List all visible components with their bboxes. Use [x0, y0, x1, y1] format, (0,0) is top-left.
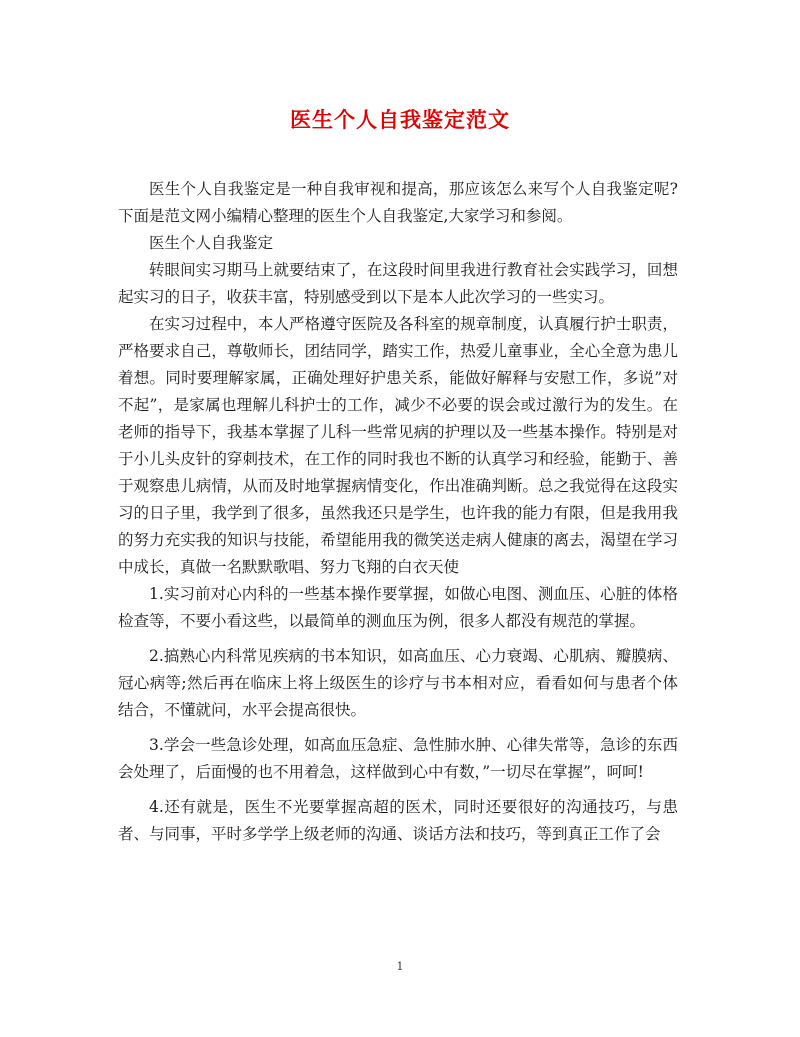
section-heading: 医生个人自我鉴定: [149, 234, 274, 252]
body-paragraph-2: 在实习过程中，本人严格遵守医院及各科室的规章制度，认真履行护士职责，严格要求自己，尊敬师长，团结同学，踏实工作，热爱儿童事业，全心全意为患儿着想。同时要理解家属，正确处理好护患关系，能做好解释与安慰工作，多说”对不起”，是家属也理解儿科护士的工作，减少不必要的误会或过激行为的发生。在老师的指导下，我基本掌握了儿科一些常见病的护理以及一些基本操作。特别是对于小儿头皮针的穿刺技术，在工作的同时我也不断的认真学习和经验，能勤于、善于观察患儿病情，从而及时地掌握病情变化，作出准确判断。总之我觉得在这段实习的日子里，我学到了很多，虽然我还只是学生，也许我的能力有限，但是我用我的努力充实我的知识与技能，希望能用我的微笑送走病人健康的离去，渴望在学习中成长，真做一名默默歌唱、努力飞翔的白衣天使: [118, 315, 678, 576]
list-item-2: 2.搞熟心内科常见疾病的书本知识，如高血压、心力衰竭、心肌病、瓣膜病、冠心病等;然后再在临床上将上级医生的诊疗与书本相对应，看看如何与患者个体结合，不懂就问，水平会提高很快。: [118, 647, 678, 719]
document-title: 医生个人自我鉴定范文: [290, 107, 510, 132]
document-body: [118, 176, 678, 848]
list-item-4: 4.还有就是，医生不光要掌握高超的医术，同时还要很好的沟通技巧，与患者、与同事，平时多学学上级老师的沟通、谈话方法和技巧，等到真正工作了会: [118, 798, 678, 843]
page-number: 1: [396, 960, 404, 973]
list-item-1: 1.实习前对心内科的一些基本操作要掌握，如做心电图、测血压、心脏的体格检查等，不要小看这些，以最简单的测血压为例，很多人都没有规范的掌握。: [118, 585, 678, 630]
intro-paragraph: 医生个人自我鉴定是一种自我审视和提高，那应该怎么来写个人自我鉴定呢?下面是范文网小编精心整理的医生个人自我鉴定,大家学习和参阅。: [118, 180, 678, 225]
list-item-3: 3.学会一些急诊处理，如高血压急症、急性肺水肿、心律失常等，急诊的东西会处理了，后面慢的也不用着急，这样做到心中有数，”一切尽在掌握”，呵呵!: [118, 736, 678, 781]
body-paragraph-1: 转眼间实习期马上就要结束了，在这段时间里我进行教育社会实践学习，回想起实习的日子，收获丰富，特别感受到以下是本人此次学习的一些实习。: [118, 261, 678, 306]
